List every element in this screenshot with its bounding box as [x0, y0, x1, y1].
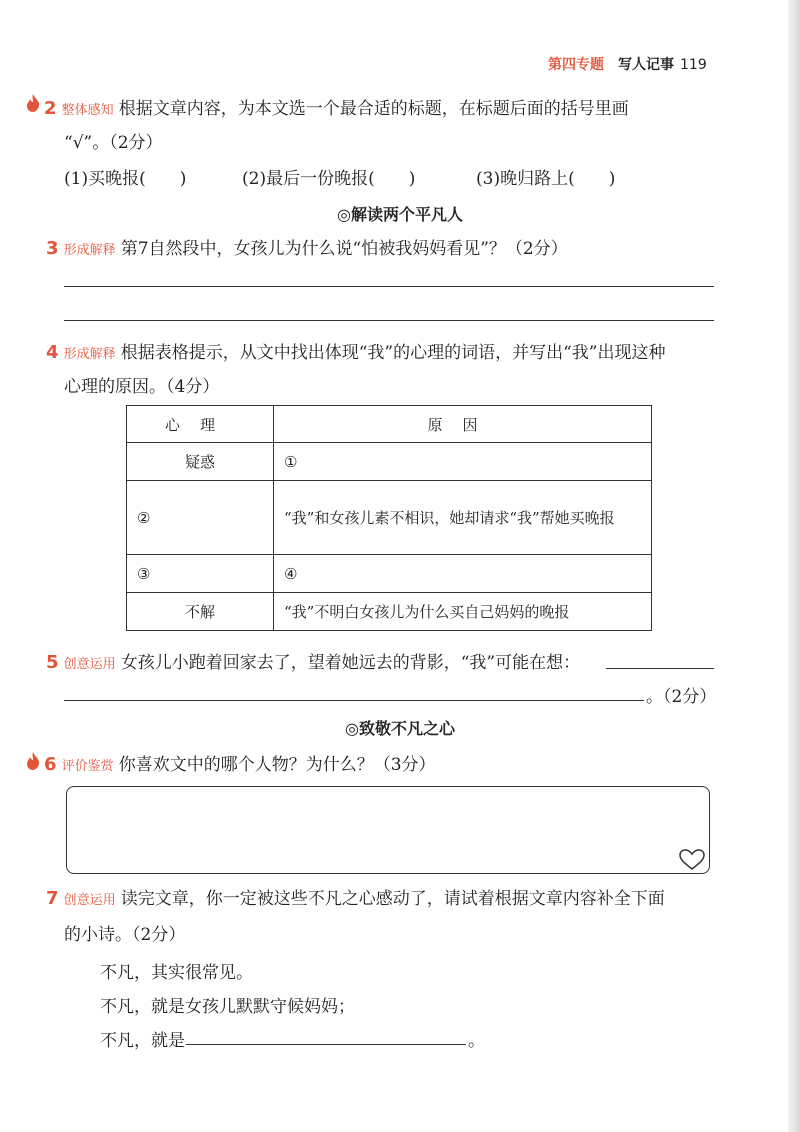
q5-number: 5 [46, 652, 59, 673]
psychology-table [126, 405, 652, 631]
header-section: 第四专题 [548, 57, 604, 73]
q7-text-line1: 读完文章，你一定被这些不凡之心感动了，请试着根据文章内容补全下面 [120, 889, 665, 909]
q7-tag: 创意运用 [63, 893, 116, 908]
q6-number: 6 [44, 754, 57, 775]
q3-number: 3 [46, 238, 59, 259]
page-header [548, 54, 707, 74]
q2-number: 2 [44, 98, 57, 119]
poem-line-3: 不凡，就是 [100, 1031, 185, 1051]
answer-box[interactable] [66, 786, 710, 874]
table-header: 心理 [127, 406, 274, 443]
question-7 [46, 884, 665, 909]
poem-line-1: 不凡，其实很常见。 [100, 963, 253, 983]
q6-tag: 评价鉴赏 [61, 759, 114, 774]
poem-line-2: 不凡，就是女孩儿默默守候妈妈； [100, 997, 355, 1017]
answer-line[interactable] [64, 700, 644, 701]
section-title-2: ◎致敬不凡之心 [345, 719, 455, 738]
table-cell: “我”和女孩儿素不相识，她却请求“我”帮她买晚报 [274, 481, 652, 555]
q2-option-3[interactable]: (3)晚归路上( ) [476, 169, 616, 189]
answer-line[interactable] [186, 1044, 466, 1045]
table-cell[interactable]: ③ [127, 555, 274, 593]
table-row [127, 481, 652, 555]
answer-line[interactable] [64, 286, 714, 287]
q2-text-line1: 根据文章内容，为本文选一个最合适的标题，在标题后面的括号里画 [118, 99, 629, 119]
answer-line[interactable] [64, 320, 714, 321]
q2-tag: 整体感知 [61, 103, 114, 118]
q3-tag: 形成解释 [63, 243, 116, 258]
q7-text-line2: 的小诗。（2分） [64, 925, 186, 945]
table-header: 原因 [274, 406, 652, 443]
q4-text-line1: 根据表格提示，从文中找出体现“我”的心理的词语，并写出“我”出现这种 [120, 343, 666, 363]
poem-end: 。 [468, 1031, 485, 1051]
table-row [127, 555, 652, 593]
q6-text: 你喜欢文中的哪个人物？为什么？（3分） [118, 755, 436, 775]
question-3 [46, 234, 568, 259]
table-cell[interactable]: ② [127, 481, 274, 555]
flame-icon [26, 94, 40, 112]
table-cell[interactable]: ① [274, 443, 652, 481]
table-row [127, 593, 652, 631]
table-cell: “我”不明白女孩儿为什么买自己妈妈的晚报 [274, 593, 652, 631]
q7-number: 7 [46, 888, 59, 909]
q4-number: 4 [46, 342, 59, 363]
question-4 [46, 338, 666, 363]
table-cell: 不解 [127, 593, 274, 631]
flame-icon [26, 752, 40, 770]
q4-tag: 形成解释 [63, 347, 116, 362]
table-cell[interactable]: ④ [274, 555, 652, 593]
q5-text: 女孩儿小跑着回家去了，望着她远去的背影，“我”可能在想： [120, 653, 581, 673]
page-edge [788, 0, 800, 1132]
header-title: 写人记事 [618, 57, 674, 73]
table-header-row [127, 406, 652, 443]
answer-line[interactable] [606, 668, 714, 669]
q2-option-1[interactable]: (1)买晚报( ) [64, 169, 187, 189]
q4-text-line2: 心理的原因。（4分） [64, 377, 220, 397]
question-5 [46, 648, 580, 673]
heart-icon [679, 849, 705, 871]
q2-text-line2: “√”。（2分） [64, 133, 163, 153]
table-row [127, 443, 652, 481]
question-2 [44, 94, 629, 119]
q5-end: 。（2分） [646, 687, 717, 707]
question-6 [44, 750, 436, 775]
q3-text: 第7自然段中，女孩儿为什么说“怕被我妈妈看见”？（2分） [120, 239, 568, 259]
q2-option-2[interactable]: (2)最后一份晚报( ) [242, 169, 416, 189]
section-title-1: ◎解读两个平凡人 [337, 205, 463, 224]
q5-tag: 创意运用 [63, 657, 116, 672]
table-cell: 疑惑 [127, 443, 274, 481]
page-number: 119 [680, 57, 707, 73]
